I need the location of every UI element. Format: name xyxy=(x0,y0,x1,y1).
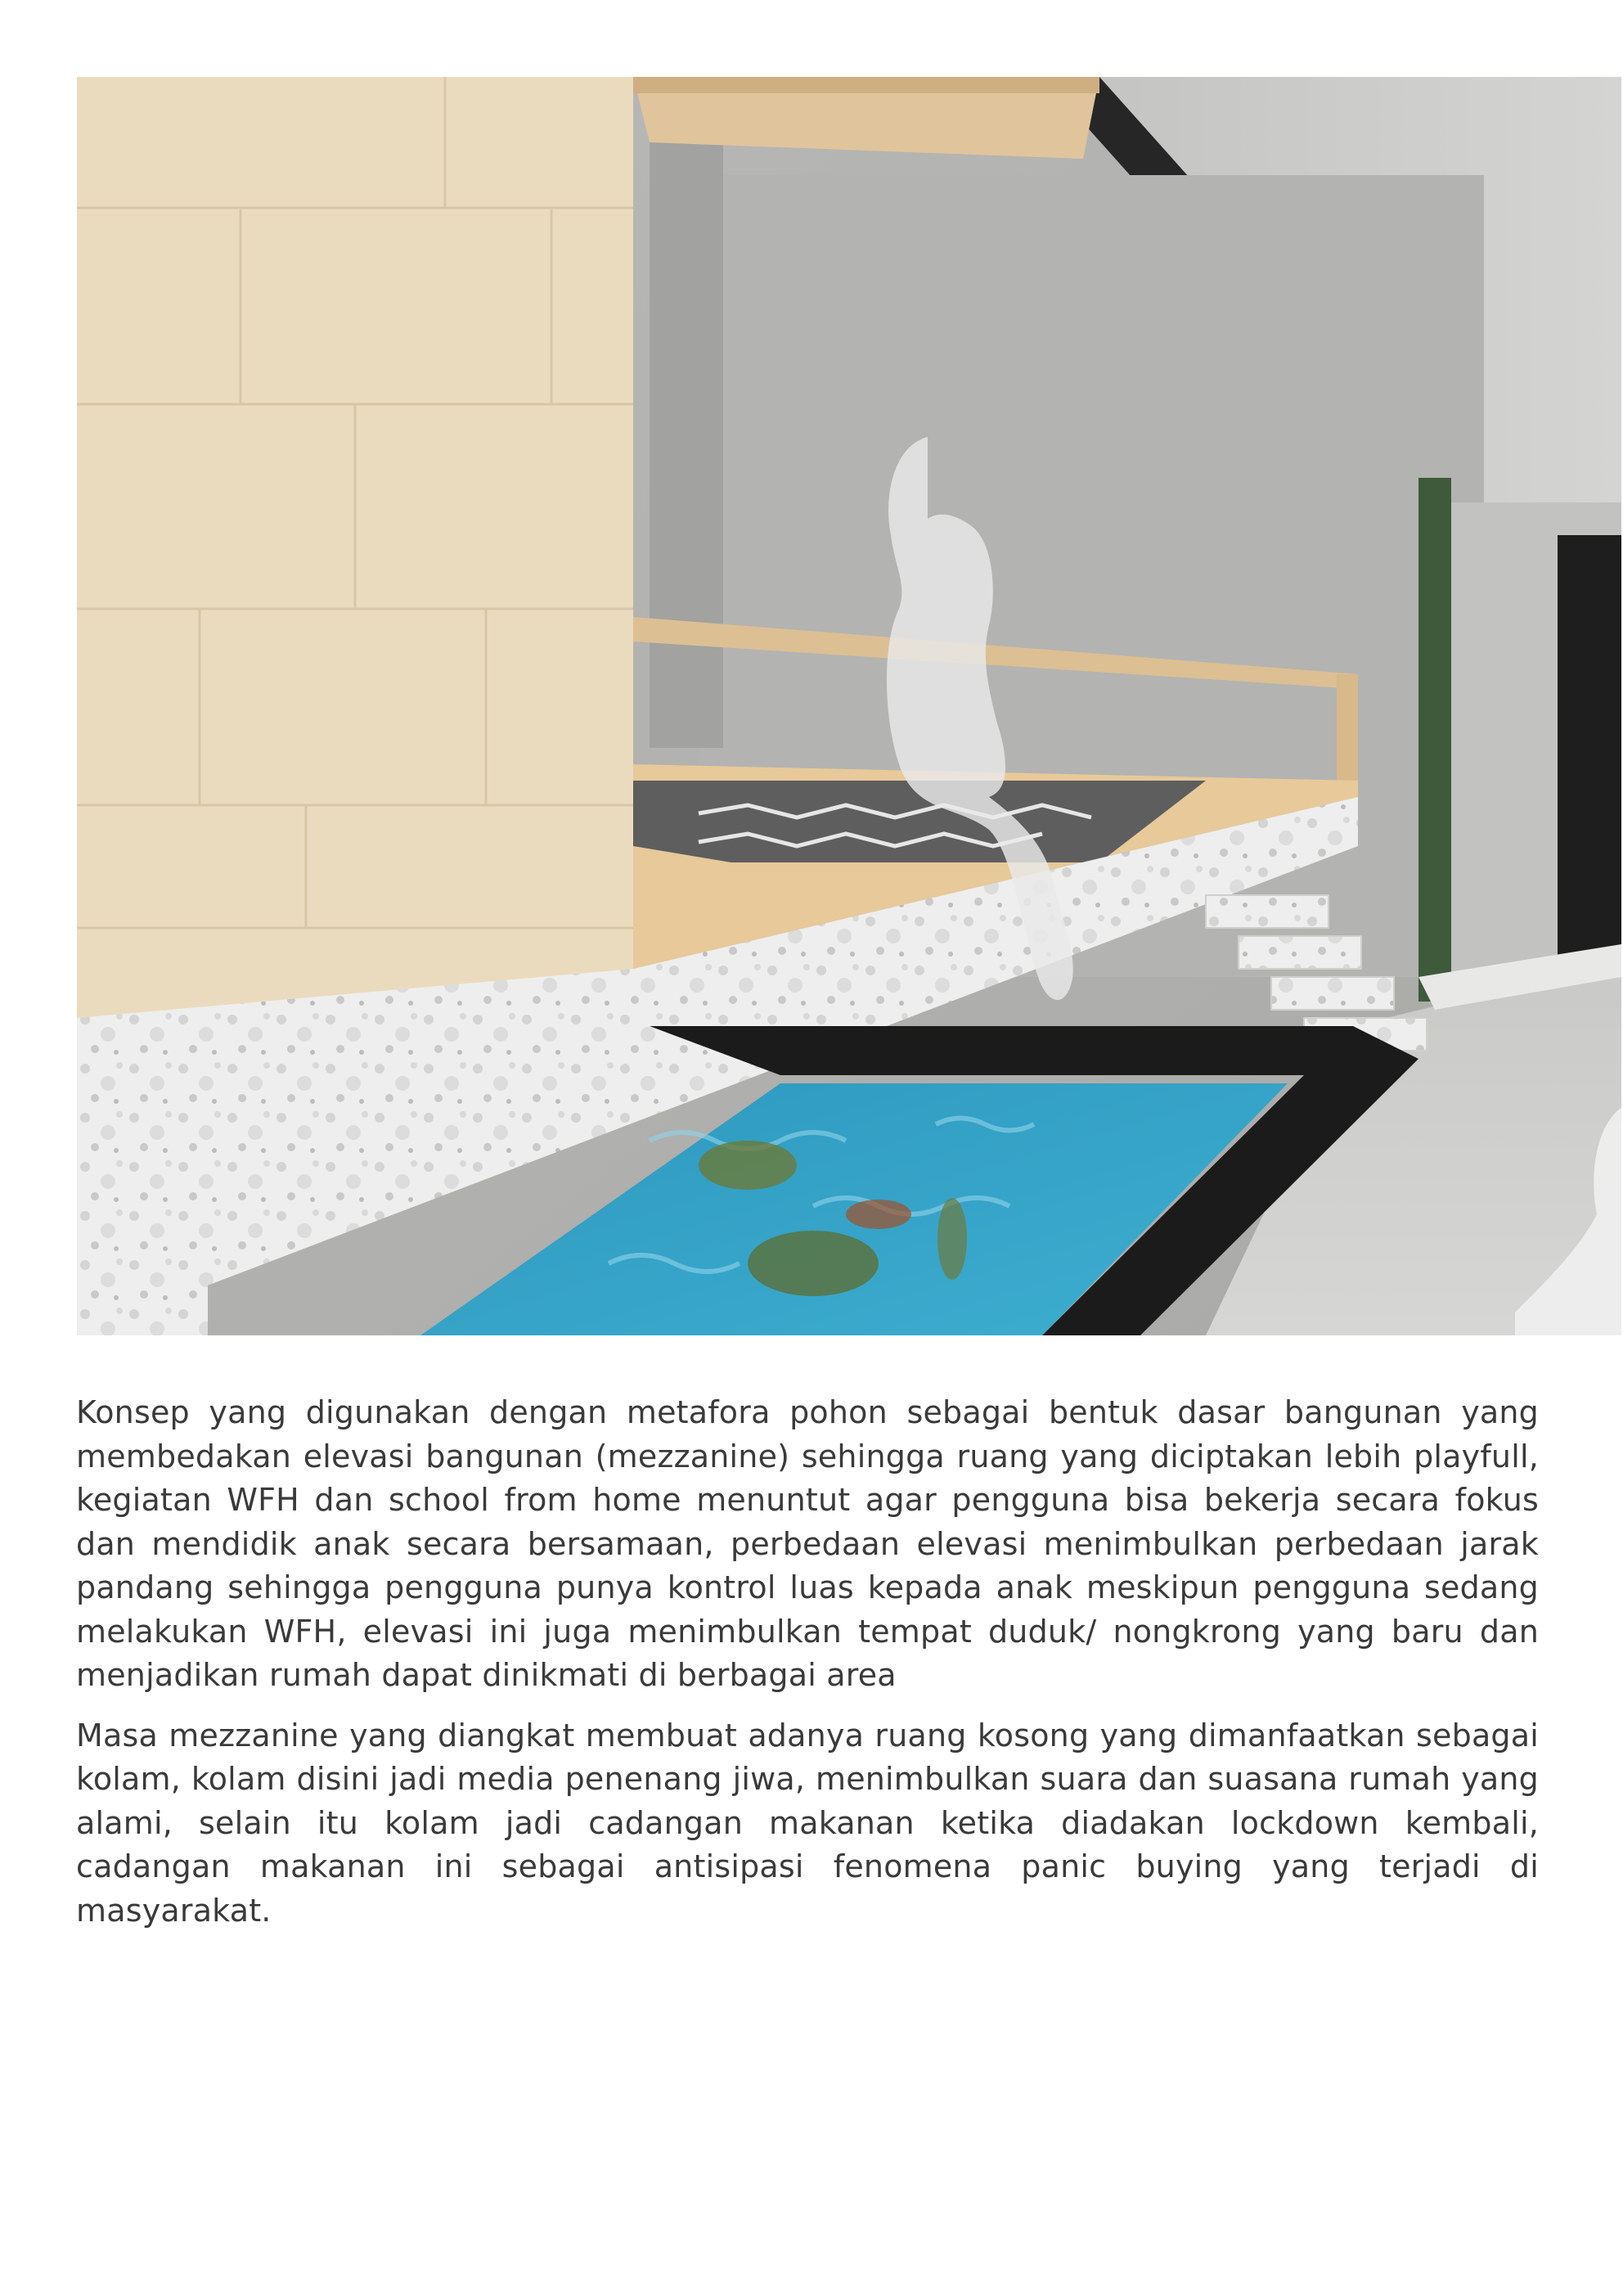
body-text xyxy=(76,1391,1539,1949)
architectural-render-image xyxy=(77,77,1621,1335)
paragraph-mezzanine-pond: Masa mezzanine yang diangkat membuat adanya ruang kosong yang dimanfaatkan sebagai kolam, kolam disini jadi media penenang jiwa, menimbulkan suara dan suasana rumah yang alami, selain itu kolam jadi cadangan makanan ketika diadakan lockdown kembali, cadangan makanan ini sebagai antisipasi fenomena panic buying yang terjadi di masyarakat. xyxy=(76,1717,1539,1929)
paragraph-concept: Konsep yang digunakan dengan metafora pohon sebagai bentuk dasar bangunan yang membedakan elevasi bangunan (mezzanine) sehingga ruang yang diciptakan lebih playfull, kegiatan WFH dan school from home menuntut agar pengguna bisa bekerja secara fokus dan mendidik anak secara bersamaan, perbedaan elevasi menimbulkan perbedaan jarak pandang sehingga pengguna punya kontrol luas kepada anak meskipun pengguna sedang melakukan WFH, elevasi ini juga menimbulkan tempat duduk/ nongkrong yang baru dan menjadikan rumah dapat dinikmati di berbagai area xyxy=(76,1394,1539,1693)
